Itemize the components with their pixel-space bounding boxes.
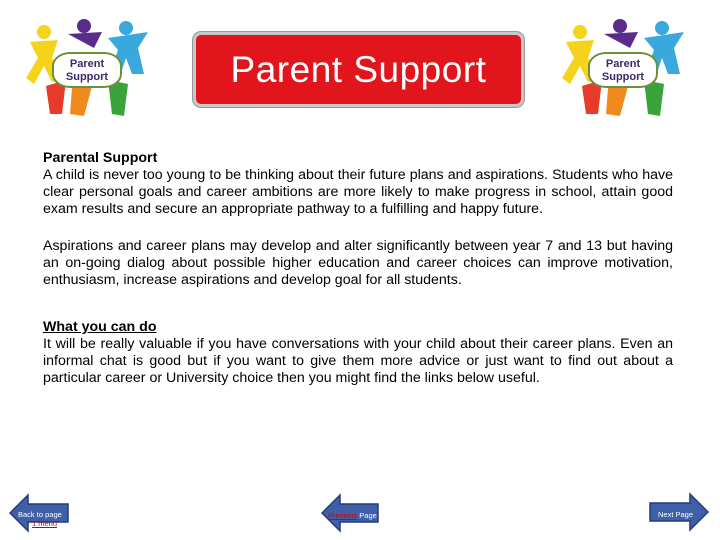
back-button-text [18, 510, 68, 528]
previous-page-button[interactable] [320, 493, 380, 533]
back-to-menu-button[interactable] [8, 493, 70, 533]
section-body-aspirations: Aspirations and career plans may develop and alter significantly between year 7 and 13 but having an on-going dialog about possible higher education and career choices can improve motivation, enthusiasm, increase aspirations and develop goal for all students. [43, 238, 673, 288]
logo-line1: Parent [605, 58, 641, 70]
section-body-parental-support: A child is never too young to be thinking about their future plans and aspirations. Students who have clear personal goals and career ambitions are more likely to make progress in school, attain good exam results and secure an appropriate pathway to a fulfilling and happy future. [43, 167, 673, 217]
logo-line1: Parent [69, 58, 105, 70]
next-button-label: Next Page [658, 510, 694, 519]
next-page-button[interactable] [648, 492, 710, 532]
previous-link[interactable]: Previous [328, 511, 358, 520]
parent-support-logo-right [558, 18, 688, 118]
logo-line2: Support [601, 71, 645, 83]
logo-label [588, 52, 658, 88]
main-content [43, 150, 673, 387]
title-banner [193, 32, 524, 107]
page-title: Parent Support [230, 48, 487, 90]
logo-label [52, 52, 122, 88]
back-button-link[interactable]: 1 menu [32, 519, 58, 528]
logo-line2: Support [65, 71, 109, 83]
previous-button-text [328, 511, 377, 520]
parent-support-logo-left [22, 18, 152, 118]
section-heading-what-you-can-do: What you can do [43, 319, 157, 335]
back-button-label: Back to page [18, 510, 62, 519]
section-heading-parental-support: Parental Support [43, 150, 158, 166]
previous-label: Page [359, 511, 377, 520]
section-body-what-you-can-do: It will be really valuable if you have conversations with your child about their career plans. Even an informal chat is good but if you want to give them more advice or just want to find out about a particular career or University choice then you might find the links below useful. [43, 336, 673, 386]
